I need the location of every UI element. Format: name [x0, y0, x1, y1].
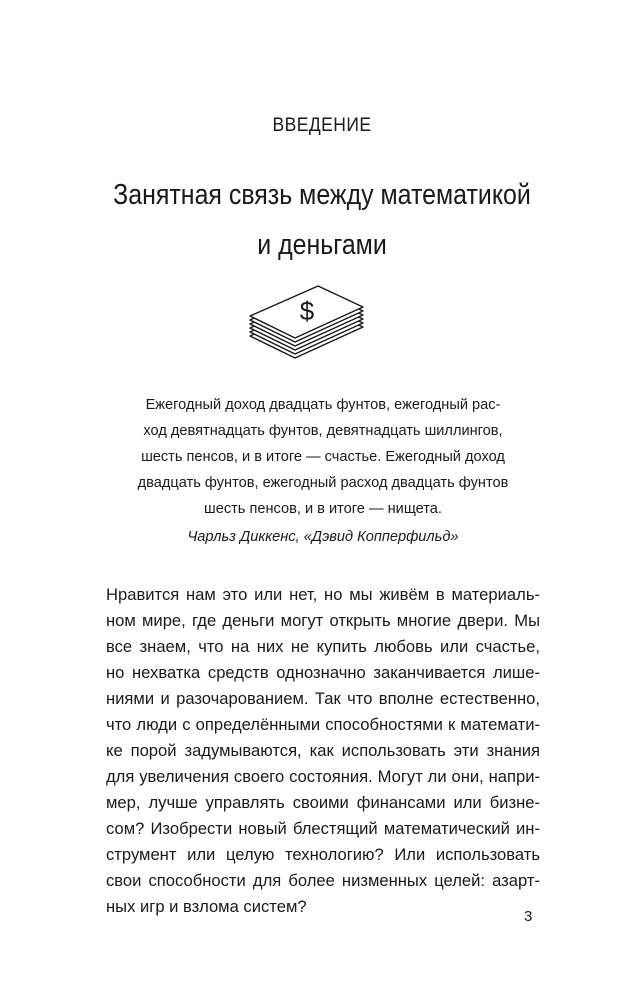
body-line: Нравится нам это или нет, но мы живём в материаль-: [106, 585, 540, 604]
epigraph: [118, 392, 528, 550]
body-paragraph: [106, 582, 540, 920]
epigraph-attribution: Чарльз Диккенс, «Дэвид Копперфильд»: [187, 529, 459, 545]
chapter-title: [79, 170, 564, 270]
body-line: сом? Изобрести новый блестящий математический ин-: [106, 819, 540, 838]
chapter-title-line: Занятная связь между математикой: [113, 179, 531, 211]
body-line: струмент или целую технологию? Или использовать: [106, 845, 540, 864]
money-stack-icon: [240, 282, 370, 372]
epigraph-line: шесть пенсов, и в итоге — счастье. Ежегодный доход: [141, 449, 505, 465]
epigraph-line: шесть пенсов, и в итоге — нищета.: [204, 501, 442, 517]
epigraph-line: ход девятнадцать фунтов, девятнадцать шиллингов,: [143, 423, 503, 439]
body-line: для увеличения своего состояния. Могут ли они, напри-: [106, 767, 540, 786]
dollar-sign-icon: $: [299, 296, 315, 326]
page-number: 3: [524, 908, 533, 925]
epigraph-line: двадцать фунтов, ежегодный расход двадцать фунтов: [137, 475, 509, 491]
section-label: ВВЕДЕНИЕ: [272, 115, 372, 136]
chapter-title-line: и деньгами: [257, 229, 387, 261]
body-line: все знаем, что на них не купить любовь или счастье,: [106, 637, 540, 656]
epigraph-line: Ежегодный доход двадцать фунтов, ежегодный рас-: [145, 397, 501, 413]
body-line: ном мире, где деньги могут открыть многие двери. Мы: [106, 611, 540, 630]
body-line: но нехватка средств однозначно заканчивается лише-: [106, 663, 540, 682]
body-line: что люди с определёнными способностями к математи-: [106, 715, 540, 734]
body-line: мер, лучше управлять своими финансами или бизне-: [106, 793, 540, 812]
body-line: ке порой задумываются, как использовать эти знания: [106, 741, 540, 760]
body-line: свои способности для более низменных целей: азарт-: [106, 871, 540, 890]
body-line: ных игр и взлома систем?: [106, 897, 307, 916]
body-line: ниями и разочарованием. Так что вполне естественно,: [106, 689, 540, 708]
